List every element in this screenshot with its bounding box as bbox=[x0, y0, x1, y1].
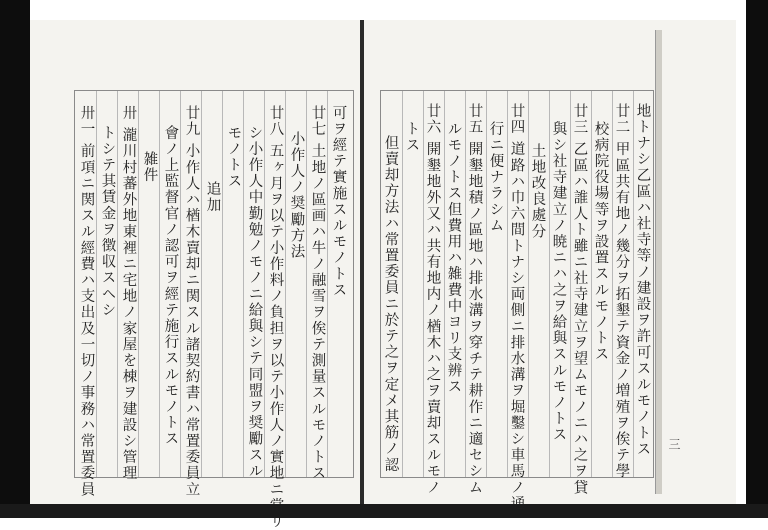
right-column-10: ルモノトス但費用ハ雑費中ヨリ支辨ス bbox=[445, 121, 462, 395]
left-column-6: モノトス bbox=[225, 125, 242, 190]
left-page-frame bbox=[74, 90, 354, 530]
page-folio-number: 三 bbox=[667, 438, 681, 450]
left-column-4: 廿八 五ヶ月ヲ以テ小作料ノ負担ヲ以テ小作人ノ實地ニ當リ bbox=[267, 105, 284, 530]
page-edge-strip bbox=[655, 30, 662, 494]
scan-edge-right bbox=[746, 0, 768, 518]
right-column-7: 廿四 道路ハ巾六間トナシ両側ニ排水溝ヲ堀鑿シ車馬ノ通 bbox=[508, 103, 525, 512]
left-column-7: 追加 bbox=[204, 181, 221, 214]
right-column-2: 廿二 甲區共有地ノ幾分ヲ拓墾テ資金ノ増殖ヲ俟テ學 bbox=[613, 103, 630, 480]
right-column-6: 土地改良處分 bbox=[529, 143, 546, 240]
scan-edge-left bbox=[0, 0, 30, 518]
left-column-5: シ小作人中勤勉ノモノニ給與シテ同盟ヲ奨勵スル bbox=[246, 125, 263, 480]
right-column-9: 廿五 開墾地積ノ區地ハ排水溝ヲ穿チテ耕作ニ適セシム bbox=[466, 103, 483, 496]
right-column-12: トス bbox=[403, 121, 420, 154]
left-column-1: 可ヲ經テ實施スルモノトス bbox=[330, 105, 347, 299]
right-column-4: 廿三 乙區ハ誰人ト雖ニ社寺建立ヲ望ムモノニハ之ヲ貸 bbox=[571, 103, 588, 496]
left-column-10: 雑件 bbox=[141, 151, 158, 184]
left-column-3: 小作人ノ奨勵方法 bbox=[288, 131, 305, 260]
scan-edge-bottom bbox=[0, 504, 768, 518]
right-column-8: 行ニ便ナラシム bbox=[487, 121, 504, 234]
right-page bbox=[364, 20, 736, 512]
right-column-11: 廿六 開墾地外又ハ共有地内ノ楢木ハ之ヲ賣却スルモノ bbox=[424, 103, 441, 496]
left-column-11: 卅 瀧川村蕃外地東裡ニ宅地ノ家屋を棟ヲ建設シ管理 bbox=[120, 105, 137, 482]
left-column-8: 廿九 小作人ハ楢木賣却ニ関スル諸契約書ハ常置委員立 bbox=[183, 105, 200, 498]
right-column-5: 與シ社寺建立ノ暁ニハ之ヲ給與スルモノトス bbox=[550, 121, 567, 443]
right-column-3: 校病院役場等ヲ設置スルモノトス bbox=[592, 121, 609, 363]
right-page-frame bbox=[380, 90, 654, 512]
left-page bbox=[30, 20, 360, 530]
right-column-13: 但賣却方法ハ常置委員ニ於テ之ヲ定メ其筋ノ認 bbox=[382, 135, 399, 474]
left-column-2: 廿七 土地ノ區画ハ牛ノ融雪ヲ俟テ測量スルモノトス bbox=[309, 105, 326, 482]
left-column-9: 會ノ上監督官ノ認可ヲ經テ施行スルモノトス bbox=[162, 125, 179, 447]
left-column-13: 卅一 前項ニ関スル經費ハ支出及一切ノ事務ハ常置委員 bbox=[78, 105, 95, 498]
right-column-1: 地トナシ乙區ハ社寺等ノ建設ヲ許可スルモノトス bbox=[634, 103, 651, 458]
left-column-12: トシテ其賃金ヲ徴収スヘシ bbox=[99, 125, 116, 319]
